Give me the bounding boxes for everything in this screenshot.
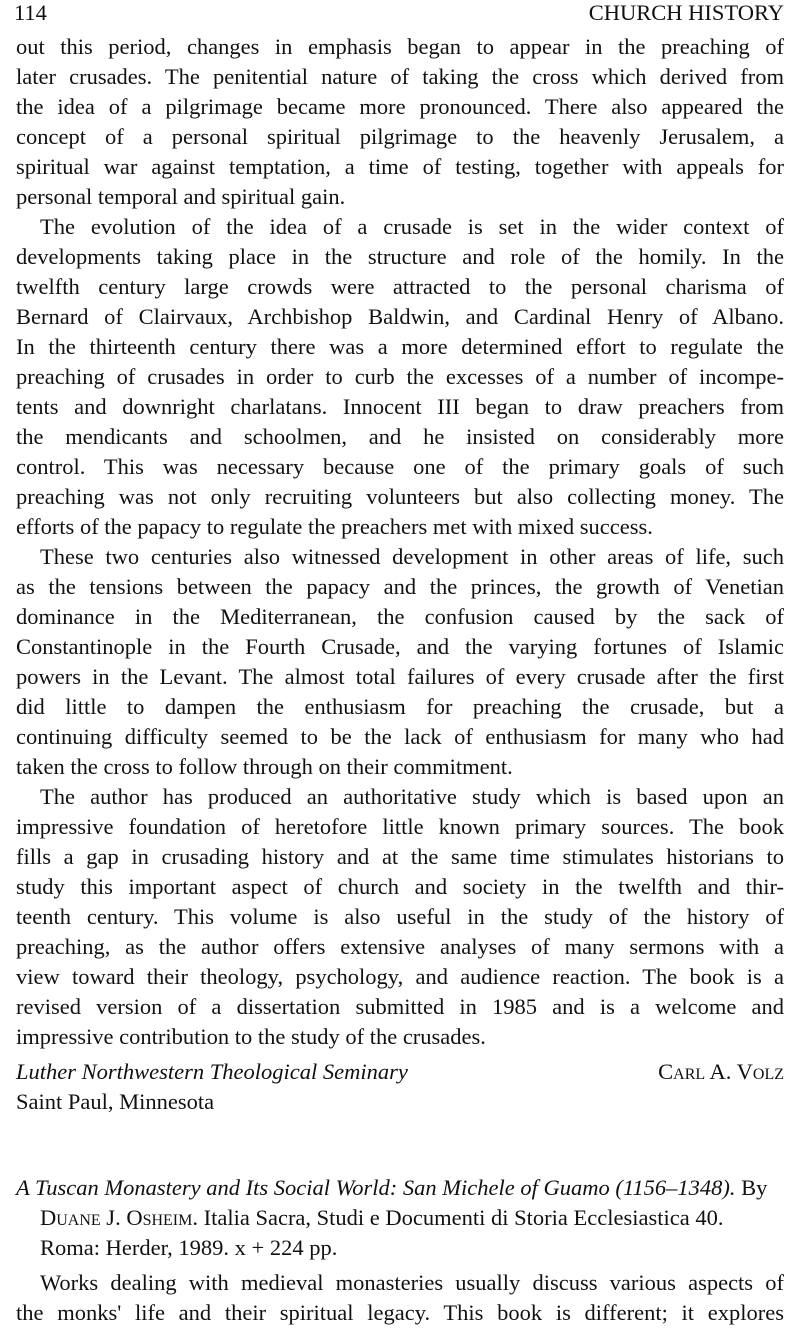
paragraph bbox=[16, 32, 784, 212]
by-label: By bbox=[735, 1175, 768, 1200]
text-line: dominance in the Mediterranean, the confusion caused by the sack of bbox=[16, 604, 784, 629]
book-author: Duane J. Osheim bbox=[40, 1205, 193, 1230]
text-line: tents and downright charlatans. Innocent III began to draw preachers from bbox=[16, 394, 784, 419]
text-line: as the tensions between the papacy and the princes, the growth of Venetian bbox=[16, 574, 784, 599]
text-line: revised version of a dissertation submitted in 1985 and is a welcome and bbox=[16, 994, 784, 1019]
text-line: preaching of crusades in order to curb the excesses of a number of incompe- bbox=[16, 364, 784, 389]
text-line: the idea of a pilgrimage became more pronounced. There also appeared the bbox=[16, 94, 784, 119]
review-line: the monks' life and their spiritual legacy. This book is different; it explores bbox=[16, 1300, 784, 1325]
paragraph bbox=[16, 212, 784, 542]
text-line: taken the cross to follow through on their commitment. bbox=[16, 754, 513, 779]
text-line: The author has produced an authoritative study which is based upon an bbox=[40, 784, 784, 809]
text-line: personal temporal and spiritual gain. bbox=[16, 184, 346, 209]
paragraph bbox=[16, 782, 784, 1052]
text-line: concept of a personal spiritual pilgrimage to the heavenly Jerusalem, a bbox=[16, 124, 784, 149]
book-citation-line2 bbox=[16, 1203, 784, 1233]
text-line: teenth century. This volume is also useful in the study of the history of bbox=[16, 904, 784, 929]
text-line: These two centuries also witnessed development in other areas of life, such bbox=[40, 544, 784, 569]
reviewer-institution: Luther Northwestern Theological Seminary bbox=[16, 1059, 408, 1084]
text-line: later crusades. The penitential nature of taking the cross which derived from bbox=[16, 64, 784, 89]
text-line: In the thirteenth century there was a more determined effort to regulate the bbox=[16, 334, 784, 359]
text-line: fills a gap in crusading history and at the same time stimulates historians to bbox=[16, 844, 784, 869]
text-line: developments taking place in the structure and role of the homily. In the bbox=[16, 244, 784, 269]
running-title: CHURCH HISTORY bbox=[588, 0, 784, 25]
text-line: the mendicants and schoolmen, and he insisted on considerably more bbox=[16, 424, 784, 449]
book-citation-line1 bbox=[16, 1173, 784, 1203]
text-line: The evolution of the idea of a crusade is set in the wider context of bbox=[40, 214, 784, 239]
text-line: impressive foundation of heretofore little known primary sources. The book bbox=[16, 814, 784, 839]
reviewer-location: Saint Paul, Minnesota bbox=[16, 1089, 215, 1114]
next-review bbox=[16, 1173, 784, 1328]
text-line: control. This was necessary because one of the primary goals of such bbox=[16, 454, 784, 479]
text-line: did little to dampen the enthusiasm for preaching the crusade, but a bbox=[16, 694, 784, 719]
text-line: powers in the Levant. The almost total failures of every crusade after the first bbox=[16, 664, 784, 689]
review-line: Works dealing with medieval monasteries usually discuss various aspects of bbox=[40, 1270, 784, 1295]
text-line: preaching, as the author offers extensive analyses of many sermons with a bbox=[16, 934, 784, 959]
text-line: spiritual war against temptation, a time of testing, together with appeals for bbox=[16, 154, 784, 179]
page-number: 114 bbox=[14, 0, 47, 25]
review-body bbox=[16, 32, 784, 1052]
text-line: study this important aspect of church and society in the twelfth and thir- bbox=[16, 874, 784, 899]
text-line: efforts of the papacy to regulate the preachers met with mixed success. bbox=[16, 514, 653, 539]
book-publication: Roma: Herder, 1989. x + 224 pp. bbox=[40, 1235, 338, 1260]
reviewer-signature bbox=[16, 1057, 784, 1117]
text-line: view toward their theology, psychology, and audience reaction. The book is a bbox=[16, 964, 784, 989]
text-line: continuing difficulty seemed to be the lack of enthusiasm for many who had bbox=[16, 724, 784, 749]
running-header bbox=[14, 0, 784, 26]
text-line: Constantinople in the Fourth Crusade, and the varying fortunes of Islamic bbox=[16, 634, 784, 659]
text-line: out this period, changes in emphasis began to appear in the preaching of bbox=[16, 34, 784, 59]
paragraph bbox=[16, 542, 784, 782]
text-line: Bernard of Clairvaux, Archbishop Baldwin, and Cardinal Henry of Albano. bbox=[16, 304, 784, 329]
book-series: . Italia Sacra, Studi e Documenti di Storia Ecclesiastica 40. bbox=[192, 1205, 724, 1230]
text-line: impressive contribution to the study of the crusades. bbox=[16, 1024, 486, 1049]
book-title: A Tuscan Monastery and Its Social World: San Michele of Guamo (1156–1348). bbox=[16, 1175, 736, 1200]
text-line: preaching was not only recruiting volunteers but also collecting money. The bbox=[16, 484, 784, 509]
text-line: twelfth century large crowds were attracted to the personal charisma of bbox=[16, 274, 784, 299]
reviewer-name: Carl A. Volz bbox=[658, 1059, 784, 1084]
